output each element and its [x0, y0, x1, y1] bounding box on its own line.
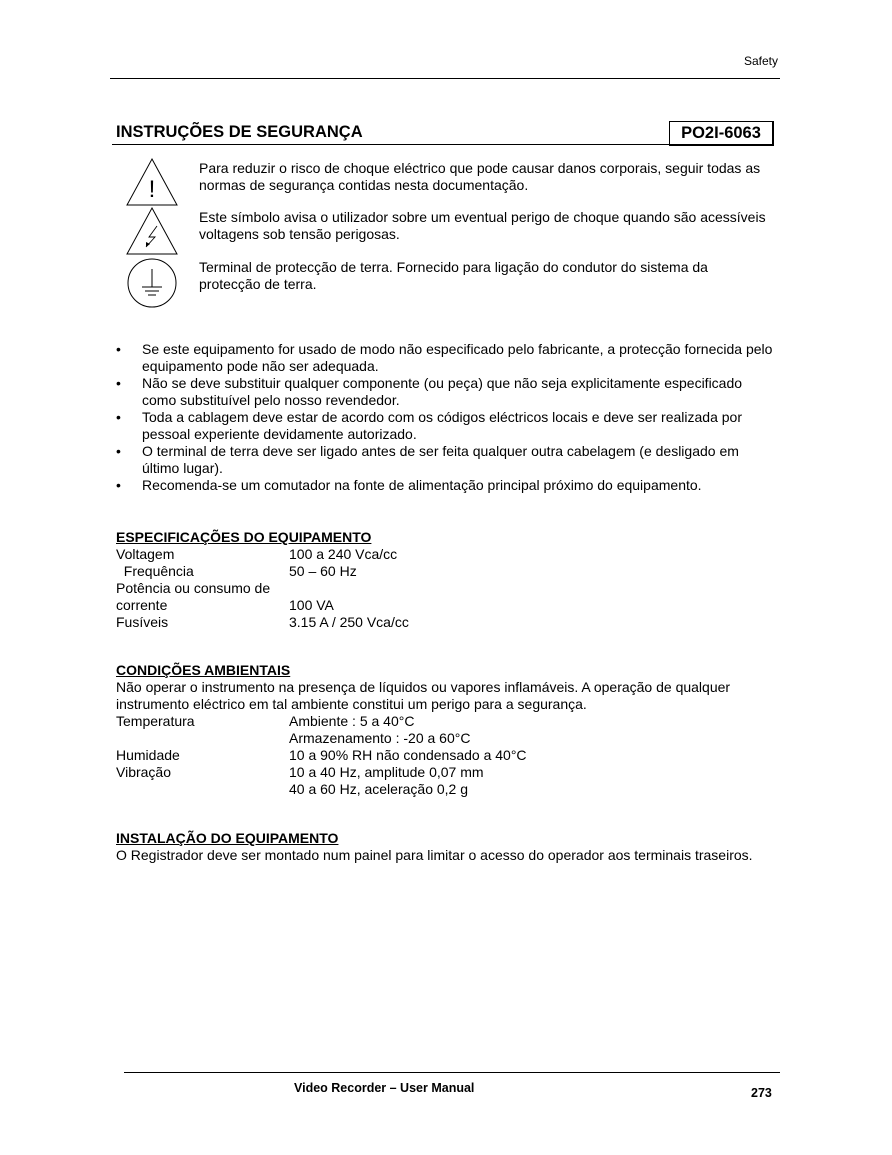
protective-earth-icon [125, 257, 179, 309]
list-item [116, 375, 776, 409]
environment-section [116, 662, 786, 798]
spec-label: Frequência [116, 563, 194, 579]
bullet-marker: • [116, 375, 121, 391]
env-row [116, 713, 786, 730]
environment-heading: CONDIÇÕES AMBIENTAIS [116, 662, 291, 678]
symbol-text-earth: Terminal de protecção de terra. Fornecido para ligação do condutor do sistema da protecção de terra. [199, 259, 708, 292]
bullet-text: Não se deve substituir qualquer componente (ou peça) que não seja explicitamente especificado como substituível pelo nosso revendedor. [142, 375, 743, 408]
bullet-marker: • [116, 477, 121, 493]
bullet-marker: • [116, 443, 121, 459]
title-row [112, 121, 774, 145]
bullet-marker: • [116, 341, 121, 357]
warning-exclamation-icon [125, 157, 179, 207]
spec-row [116, 597, 786, 614]
bullet-text: Se este equipamento for usado de modo não especificado pelo fabricante, a protecção fornecida pelo equipamento pode não ser adequada. [142, 341, 773, 374]
list-item [116, 443, 776, 477]
document-code-box: PO2I-6063 [669, 121, 774, 146]
env-label: Humidade [116, 747, 180, 763]
footer-title: Video Recorder – User Manual [294, 1081, 475, 1095]
safety-bullet-list [116, 341, 776, 494]
list-item [116, 341, 776, 375]
page-number: 273 [751, 1086, 772, 1100]
symbol-text-shock: Este símbolo avisa o utilizador sobre um eventual perigo de choque quando são acessíveis voltagens sob tensão perigosas. [199, 209, 766, 242]
header-rule [110, 78, 780, 79]
spec-value: 100 a 240 Vca/cc [289, 546, 398, 562]
env-row [116, 730, 786, 747]
env-value: 40 a 60 Hz, aceleração 0,2 g [289, 781, 469, 797]
spec-label: Potência ou consumo de [116, 580, 271, 596]
env-value: 10 a 40 Hz, amplitude 0,07 mm [289, 764, 484, 780]
spec-value: 3.15 A / 250 Vca/cc [289, 614, 409, 630]
electric-shock-icon [125, 206, 179, 256]
installation-section [116, 830, 786, 864]
bullet-text: Recomenda-se um comutador na fonte de alimentação principal próximo do equipamento. [142, 477, 702, 493]
spec-label: Fusíveis [116, 614, 169, 630]
env-value: 10 a 90% RH não condensado a 40°C [289, 747, 527, 763]
env-label [116, 781, 289, 798]
spec-value: 100 VA [289, 597, 334, 613]
env-row [116, 781, 786, 798]
spec-label: corrente [116, 597, 168, 613]
bullet-text: Toda a cablagem deve estar de acordo com os códigos eléctricos locais e deve ser realizada por pessoal experiente devidamente autorizado. [142, 409, 742, 442]
page-title: INSTRUÇÕES DE SEGURANÇA [116, 123, 363, 141]
spec-row [116, 580, 786, 597]
environment-intro: Não operar o instrumento na presença de líquidos ou vapores inflamáveis. A operação de qualquer instrumento eléctrico em tal ambiente constitui um perigo para a segurança. [116, 679, 731, 712]
spec-label: Voltagem [116, 546, 175, 562]
list-item [116, 409, 776, 443]
symbol-text-warning: Para reduzir o risco de choque eléctrico que pode causar danos corporais, seguir todas as normas de segurança contidas nesta documentação. [199, 160, 761, 193]
spec-value [289, 580, 786, 597]
bullet-text: O terminal de terra deve ser ligado antes de ser feita qualquer outra cabelagem (e desligado em último lugar). [142, 443, 739, 476]
env-label: Temperatura [116, 713, 195, 729]
bullet-marker: • [116, 409, 121, 425]
installation-text: O Registrador deve ser montado num painel para limitar o acesso do operador aos terminais traseiros. [116, 847, 753, 863]
spec-row [116, 563, 786, 580]
env-value: Armazenamento : -20 a 60°C [289, 730, 471, 746]
env-row [116, 747, 786, 764]
env-label: Vibração [116, 764, 172, 780]
title-underline [112, 144, 670, 145]
spec-row [116, 546, 786, 563]
spec-row [116, 614, 786, 631]
svg-text:!: ! [148, 176, 156, 203]
specs-section [116, 529, 786, 631]
env-value: Ambiente : 5 a 40°C [289, 713, 415, 729]
specs-heading: ESPECIFICAÇÕES DO EQUIPAMENTO [116, 529, 372, 545]
env-row [116, 764, 786, 781]
footer-rule [124, 1072, 780, 1073]
list-item [116, 477, 776, 494]
header-section-label: Safety [743, 54, 778, 68]
spec-value: 50 – 60 Hz [289, 563, 357, 579]
installation-heading: INSTALAÇÃO DO EQUIPAMENTO [116, 830, 339, 846]
env-label [116, 730, 289, 747]
